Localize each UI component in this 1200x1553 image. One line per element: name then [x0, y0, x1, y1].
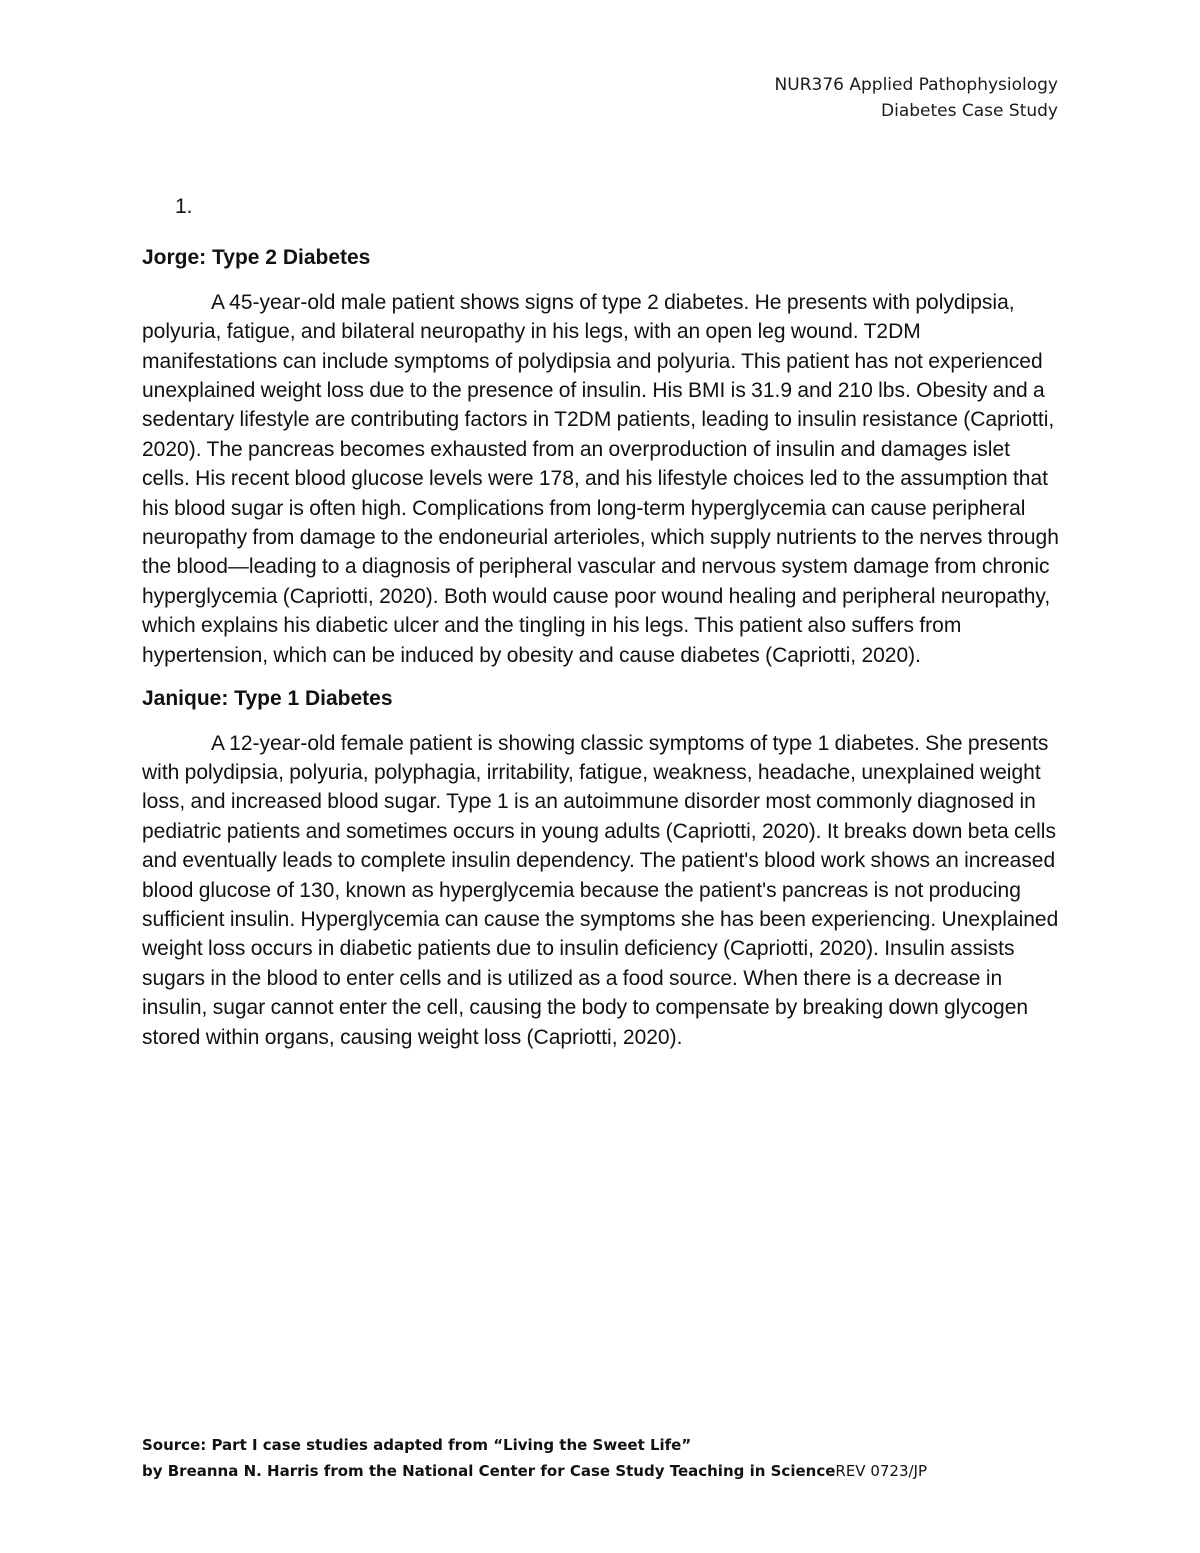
- section-paragraph: A 45-year-old male patient shows signs of type 2 diabetes. He presents with polydipsia, polyuria, fatigue, and bilateral neuropathy in his legs, with an open leg wound. T2DM manifestations can include symptoms of polydipsia and polyuria. This patient has not experienced unexplained weight loss due to the presence of insulin. His BMI is 31.9 and 210 lbs. Obesity and a sedentary lifestyle are contributing factors in T2DM patients, leading to insulin resistance (Capriotti, 2020). The pancreas becomes exhausted from an overproduction of insulin and damages islet cells. His recent blood glucose levels were 178, and his lifestyle choices led to the assumption that his blood sugar is often high. Complications from long-term hyperglycemia can cause peripheral neuropathy from damage to the endoneurial arterioles, which supply nutrients to the nerves through the blood—leading to a diagnosis of peripheral vascular and nervous system damage from chronic hyperglycemia (Capriotti, 2020). Both would cause poor wound healing and peripheral neuropathy, which explains his diabetic ulcer and the tingling in his legs. This patient also suffers from hypertension, which can be induced by obesity and cause diabetes (Capriotti, 2020).: [142, 290, 1059, 667]
- document-body: [142, 192, 1060, 1066]
- source-line: Source: Part I case studies adapted from “Living the Sweet Life”: [142, 1436, 692, 1454]
- case-section-jorge: [142, 243, 1060, 670]
- section-heading: Janique: Type 1 Diabetes: [142, 687, 393, 711]
- page-footer: [142, 1432, 927, 1484]
- document-title: Diabetes Case Study: [881, 101, 1058, 121]
- course-name: NUR376 Applied Pathophysiology: [774, 75, 1058, 95]
- list-item-number: 1.: [175, 195, 193, 218]
- author-line: [142, 1458, 927, 1484]
- section-paragraph: A 12-year-old female patient is showing classic symptoms of type 1 diabetes. She presents with polydipsia, polyuria, polyphagia, irritability, fatigue, weakness, headache, unexplained weight loss, and increased blood sugar. Type 1 is an autoimmune disorder most commonly diagnosed in pediatric patients and sometimes occurs in young adults (Capriotti, 2020). It breaks down beta cells and eventually leads to complete insulin dependency. The patient's blood work shows an increased blood glucose of 130, known as hyperglycemia because the patient's pancreas is not producing sufficient insulin. Hyperglycemia can cause the symptoms she has been experiencing. Unexplained weight loss occurs in diabetic patients due to insulin deficiency (Capriotti, 2020). Insulin assists sugars in the blood to enter cells and is utilized as a food source. When there is a decrease in insulin, sugar cannot enter the cell, causing the body to compensate by breaking down glycogen stored within organs, causing weight loss (Capriotti, 2020).: [142, 731, 1059, 1049]
- revision-code: REV 0723/JP: [835, 1462, 928, 1480]
- case-section-janique: [142, 684, 1060, 1052]
- page-header: [775, 72, 1058, 124]
- author-credit: by Breanna N. Harris from the National Center for Case Study Teaching in Science: [142, 1462, 836, 1480]
- section-heading: Jorge: Type 2 Diabetes: [142, 246, 371, 270]
